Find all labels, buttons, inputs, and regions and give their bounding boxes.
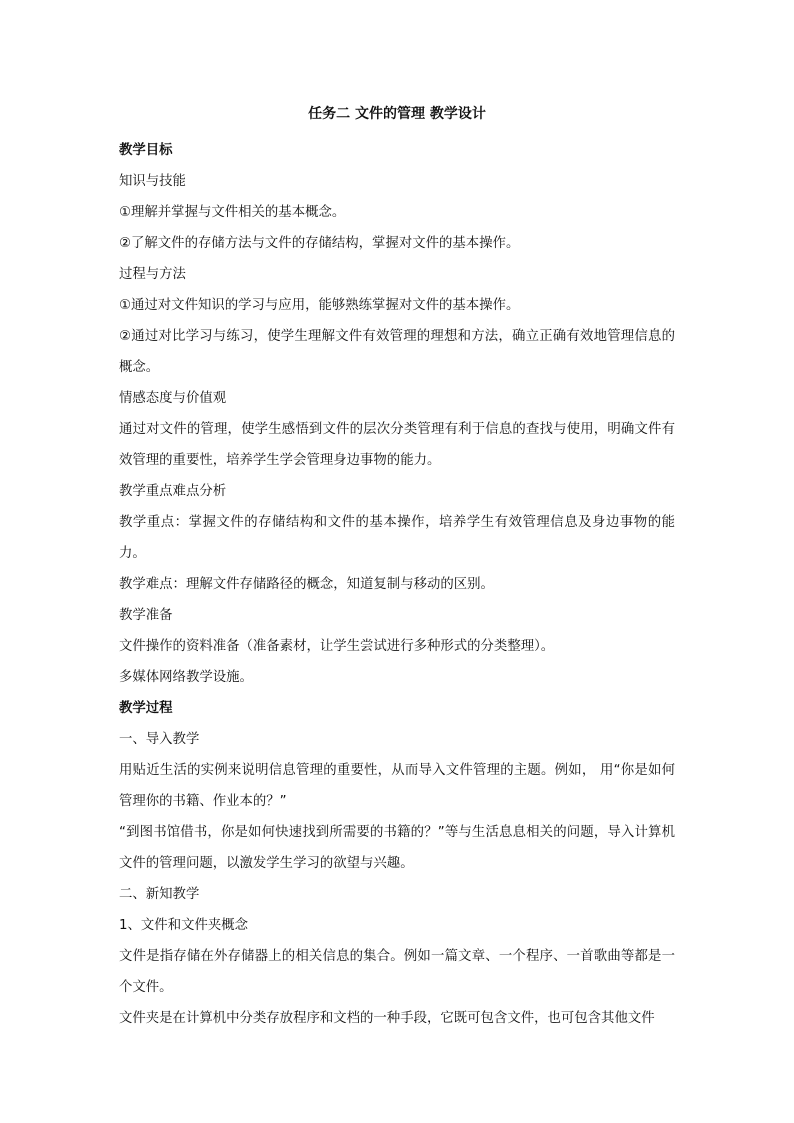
paragraph: 通过对文件的管理，使学生感悟到文件的层次分类管理有利于信息的查找与使用，明确文件有效管理的重要性，培养学生学会管理身边事物的能力。 (119, 422, 675, 468)
paragraph: 二、新知教学 (119, 887, 200, 902)
document-page (119, 104, 675, 1034)
paragraph: 1、文件和文件夹概念 (119, 918, 249, 933)
paragraph: 情感态度与价值观 (119, 391, 227, 406)
paragraph: 多媒体网络教学设施。 (119, 670, 253, 685)
paragraph: 教学重点难点分析 (119, 484, 227, 499)
paragraph: ①理解并掌握与文件相关的基本概念。 (119, 205, 346, 220)
paragraph: 教学准备 (119, 608, 173, 623)
paragraph: ①通过对文件知识的学习与应用，能够熟练掌握对文件的基本操作。 (119, 298, 520, 313)
paragraph: 一、导入教学 (119, 732, 200, 747)
paragraph: ②了解文件的存储方法与文件的存储结构，掌握对文件的基本操作。 (119, 236, 520, 251)
section-heading: 教学目标 (119, 143, 173, 158)
paragraph: 教学难点：理解文件存储路径的概念，知道复制与移动的区别。 (119, 577, 494, 592)
section-heading: 教学过程 (119, 701, 173, 716)
paragraph: 教学重点：掌握文件的存储结构和文件的基本操作，培养学生有效管理信息及身边事物的能力。 (119, 515, 675, 561)
paragraph: 文件操作的资料准备（准备素材，让学生尝试进行多种形式的分类整理）。 (119, 639, 555, 654)
paragraph: ②通过对比学习与练习，使学生理解文件有效管理的理想和方法，确立正确有效地管理信息的概念。 (119, 329, 675, 375)
paragraph: 知识与技能 (119, 174, 186, 189)
paragraph: 过程与方法 (119, 267, 186, 282)
paragraph: 用贴近生活的实例来说明信息管理的重要性，从而导入文件管理的主题。例如， 用“你是如何管理你的书籍、作业本的？” (119, 763, 675, 809)
document-body (119, 135, 675, 1034)
paragraph: 文件是指存储在外存储器上的相关信息的集合。例如一篇文章、一个程序、一首歌曲等都是一个文件。 (119, 949, 675, 995)
paragraph: “到图书馆借书，你是如何快速找到所需要的书籍的？”等与生活息息相关的问题，导入计算机文件的管理问题，以激发学生学习的欲望与兴趣。 (119, 825, 675, 871)
paragraph: 文件夹是在计算机中分类存放程序和文档的一种手段，它既可包含文件，也可包含其他文件 (119, 1011, 655, 1026)
document-title: 任务二 文件的管理 教学设计 (308, 106, 486, 122)
